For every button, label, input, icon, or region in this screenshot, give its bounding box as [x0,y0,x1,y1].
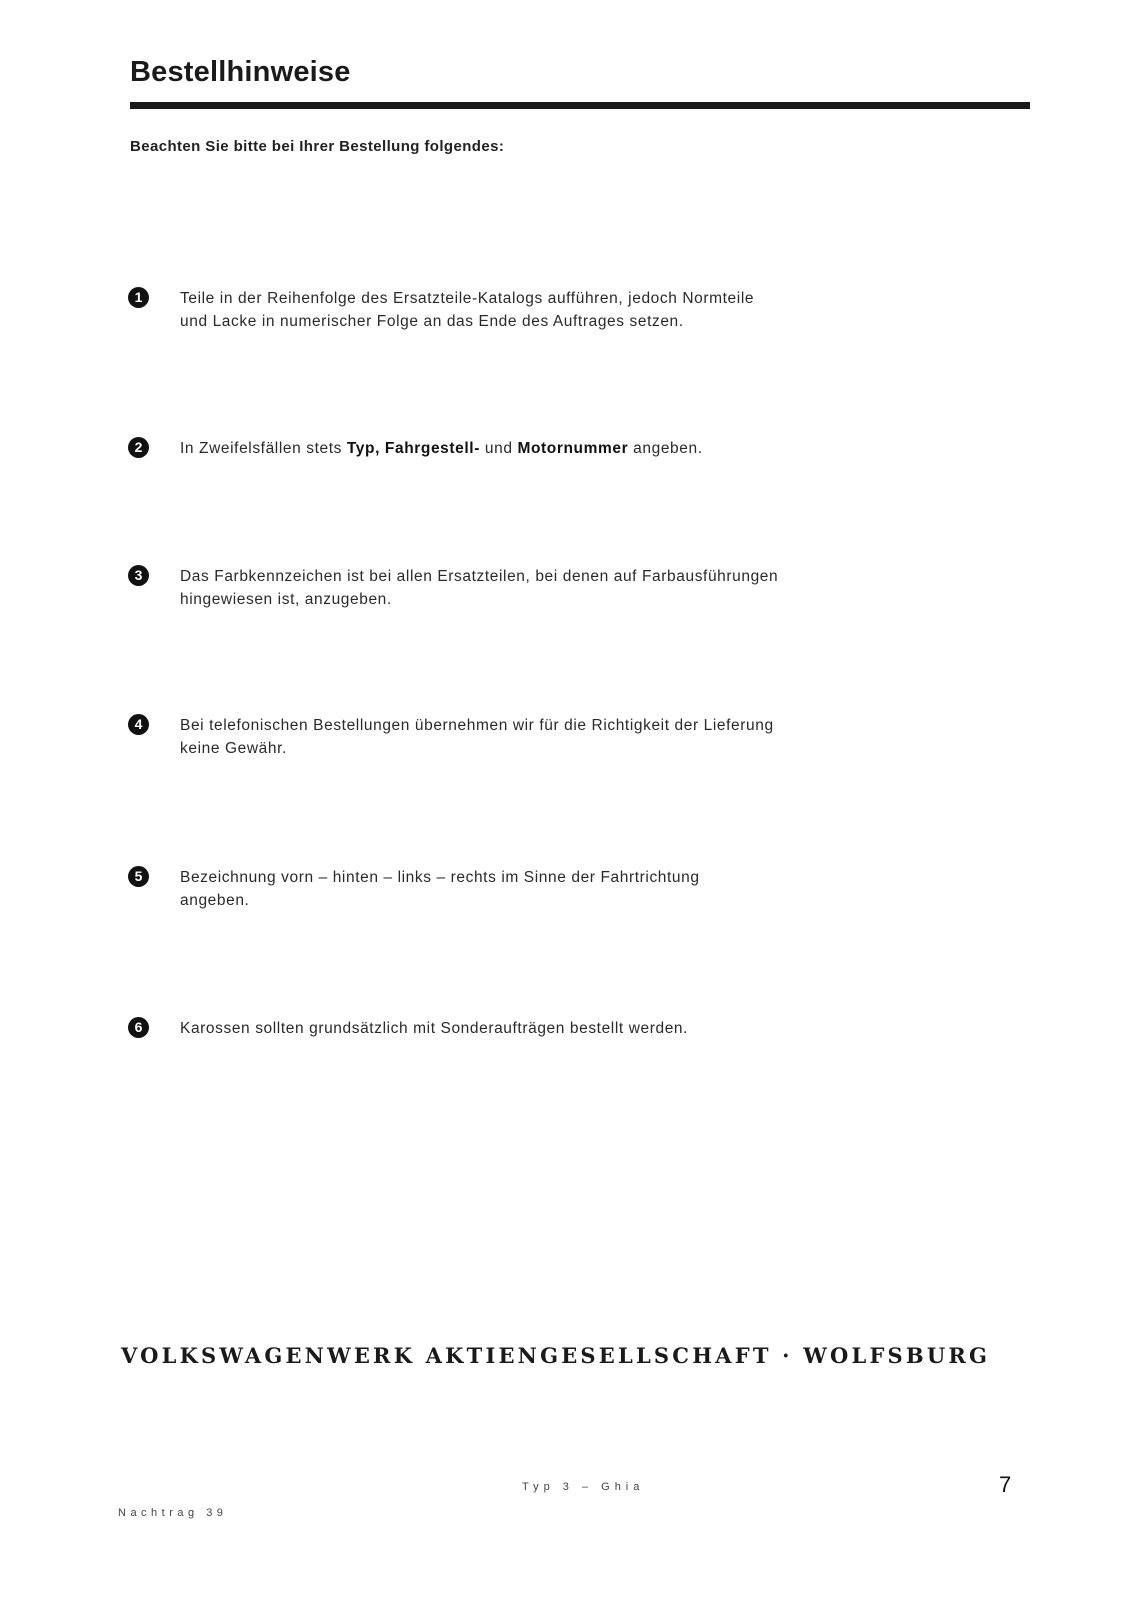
page-title: Bestellhinweise [130,56,351,88]
number-badge: 5 [128,866,149,887]
title-rule [130,102,1030,109]
item-text-line: Bezeichnung vorn – hinten – links – rechts im Sinne der Fahrtrichtung [180,869,700,886]
item-text-line: Das Farbkennzeichen ist bei allen Ersatzteilen, bei denen auf Farbausführungen [180,568,779,585]
item-text-line: Bei telefonischen Bestellungen übernehmen wir für die Richtigkeit der Lieferung [180,717,774,734]
number-badge: 6 [128,1017,149,1038]
number-badge: 2 [128,437,149,458]
item-text-line: angeben. [180,892,250,909]
item-text-line: und Lacke in numerischer Folge an das Ende des Auftrages setzen. [180,313,684,330]
company-name: VOLKSWAGENWERK AKTIENGESELLSCHAFT · WOLFSBURG [121,1343,991,1368]
item-text-bold: Motornummer [517,440,629,457]
number-badge: 3 [128,565,149,586]
item-text-line: keine Gewähr. [180,740,287,757]
item-text-line: hingewiesen ist, anzugeben. [180,591,392,608]
item-text: angeben. [628,440,703,457]
model-label: Typ 3 – Ghia [522,1481,645,1493]
number-badge: 4 [128,714,149,735]
item-text-line: Karossen sollten grundsätzlich mit Sonderaufträgen bestellt werden. [180,1020,689,1037]
number-badge: 1 [128,287,149,308]
supplement-label: Nachtrag 39 [118,1507,228,1519]
item-text: und [479,440,518,457]
item-text-line: Teile in der Reihenfolge des Ersatzteile-Katalogs aufführen, jedoch Normteile [180,290,755,307]
item-text-bold: Typ, Fahrgestell- [346,440,480,457]
page-number: 7 [999,1472,1012,1497]
intro-text: Beachten Sie bitte bei Ihrer Bestellung folgendes: [130,138,505,155]
item-text: In Zweifelsfällen stets [180,440,347,457]
